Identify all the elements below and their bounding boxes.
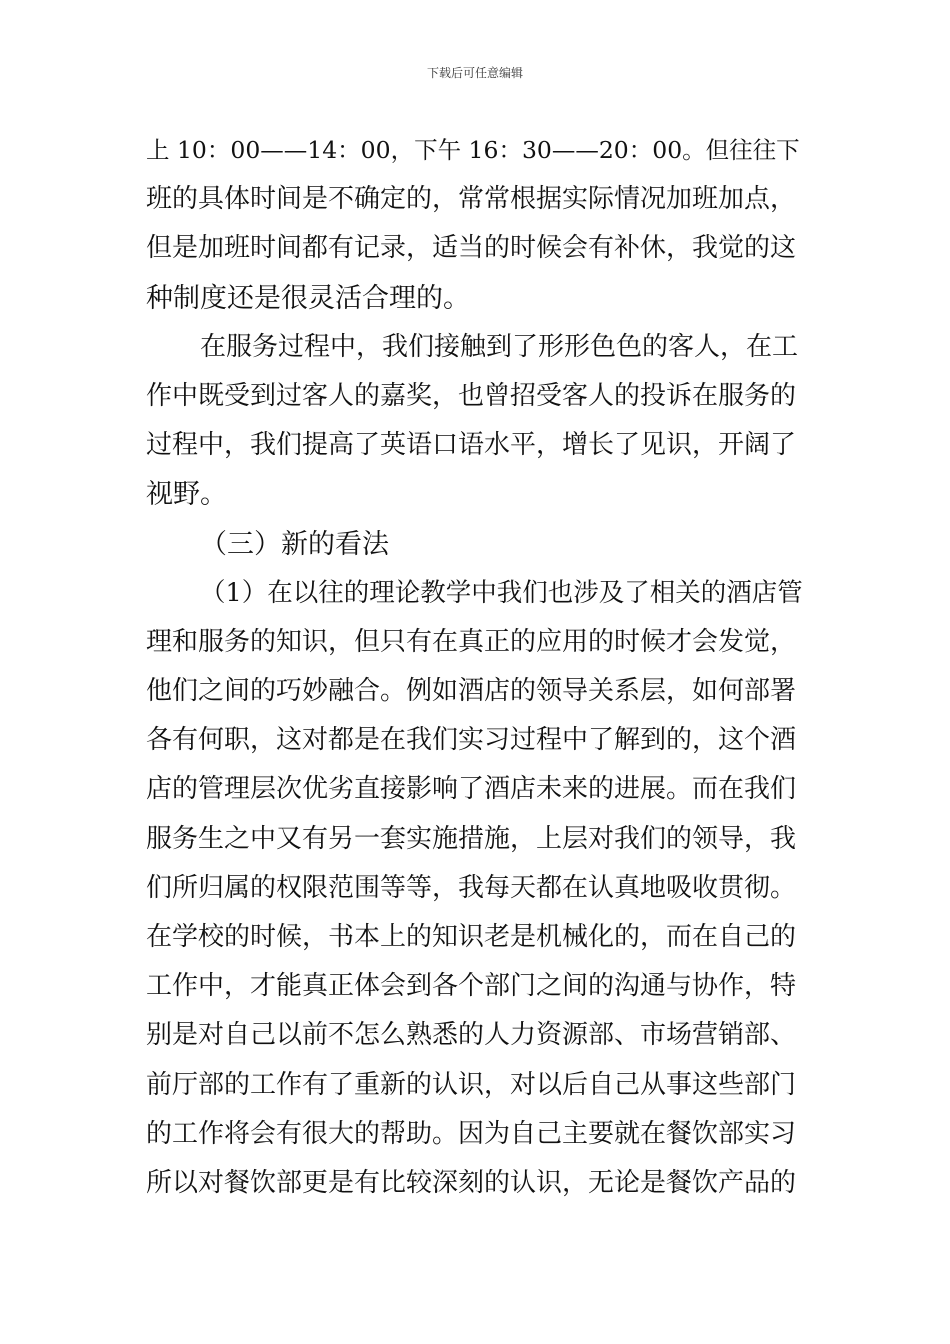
text-line: 上 10：00——14：00，下午 16：30——20：00。但往往下 <box>146 136 800 164</box>
text-line: 们所归属的权限范围等等，我每天都在认真地吸收贯彻。 <box>146 872 797 903</box>
text-line: 服务生之中又有另一套实施措施，上层对我们的领导，我 <box>146 823 797 854</box>
text-line: （1）在以往的理论教学中我们也涉及了相关的酒店管 <box>200 577 803 608</box>
text-line: 的工作将会有很大的帮助。因为自己主要就在餐饮部实习 <box>146 1118 797 1149</box>
text-line: 班的具体时间是不确定的，常常根据实际情况加班加点， <box>146 184 797 215</box>
text-line: （三）新的看法 <box>200 528 389 560</box>
page-header: 下载后可任意编辑 <box>426 66 523 80</box>
text-line: 别是对自己以前不怎么熟悉的人力资源部、市场营销部、 <box>146 1020 797 1051</box>
text-line: 各有何职，这对都是在我们实习过程中了解到的，这个酒 <box>146 725 797 756</box>
text-line: 所以对餐饮部更是有比较深刻的认识，无论是餐饮产品的 <box>146 1167 797 1198</box>
text-line: 在学校的时候，书本上的知识老是机械化的，而在自己的 <box>146 922 797 952</box>
text-line: 在服务过程中，我们接触到了形形色色的客人，在工 <box>200 331 799 362</box>
text-line: 他们之间的巧妙融合。例如酒店的领导关系层，如何部署 <box>146 676 797 707</box>
text-line: 前厅部的工作有了重新的认识，对以后自己从事这些部门 <box>146 1069 797 1100</box>
text-line: 但是加班时间都有记录，适当的时候会有补休，我觉的这 <box>146 233 797 264</box>
text-line: 过程中，我们提高了英语口语水平，增长了见识，开阔了 <box>146 430 797 461</box>
text-line: 作中既受到过客人的嘉奖，也曾招受客人的投诉在服务的 <box>146 380 797 411</box>
text-line: 工作中，才能真正体会到各个部门之间的沟通与协作，特 <box>146 971 797 1002</box>
text-line: 视野。 <box>146 479 227 511</box>
text-line: 店的管理层次优劣直接影响了酒店未来的进展。而在我们 <box>146 774 797 805</box>
text-line: 种制度还是很灵活合理的。 <box>146 282 470 314</box>
text-line: 理和服务的知识，但只有在真正的应用的时候才会发觉， <box>146 626 797 657</box>
document-body <box>146 126 808 1208</box>
